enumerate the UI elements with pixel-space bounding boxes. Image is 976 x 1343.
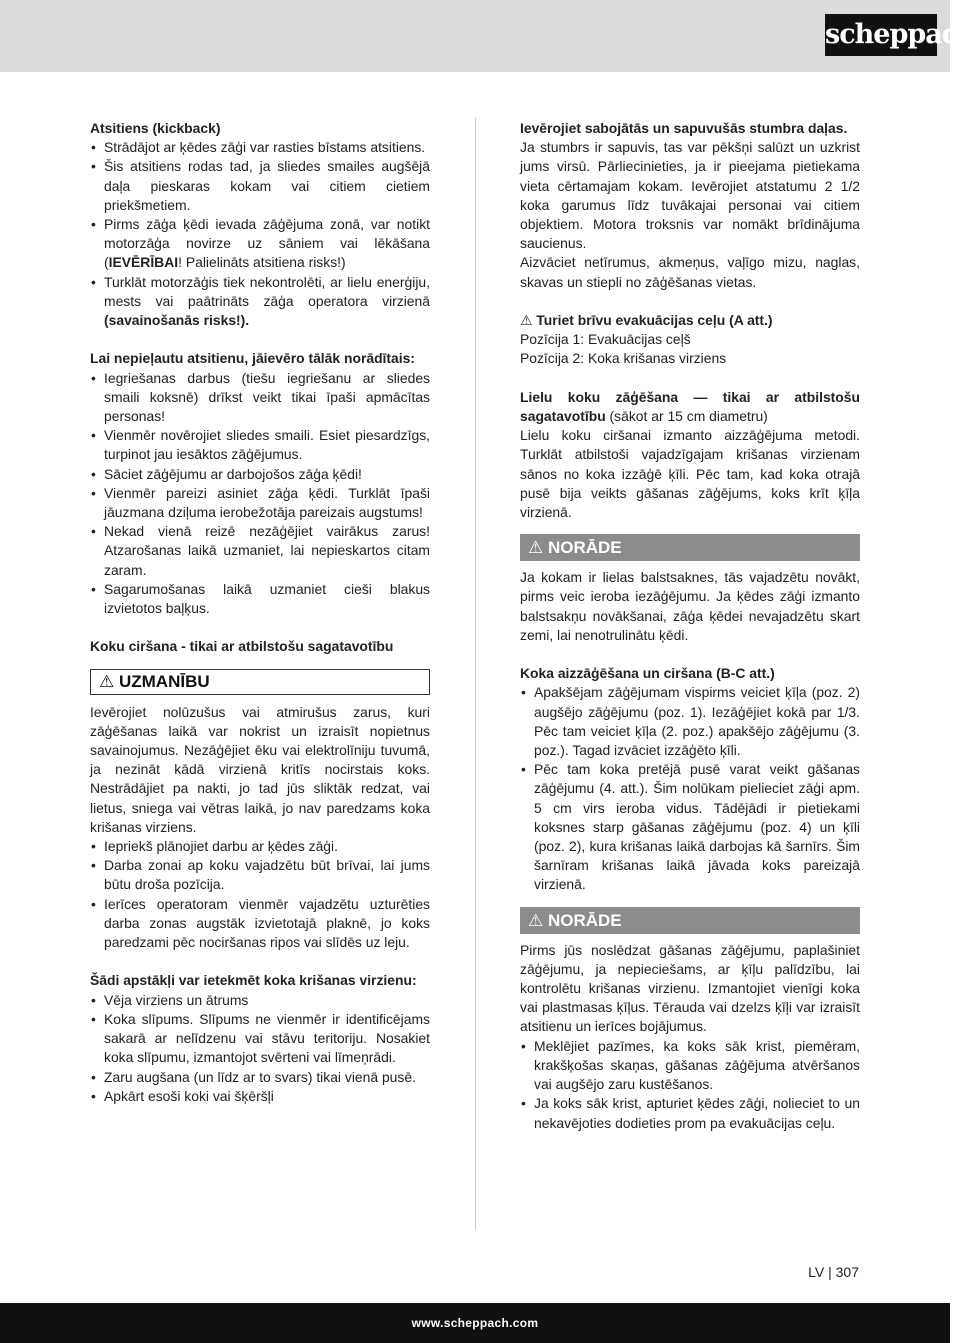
header-bar <box>0 0 976 72</box>
right-column <box>520 119 860 1133</box>
left-column <box>90 119 430 1106</box>
list-item: • Darba zonai ap koku vajadzētu būt brīvai, lai jums būtu droša pozīcija. <box>90 856 430 894</box>
cut-list <box>520 683 860 894</box>
caution-text: Ievērojiet nolūzušus vai atmirušus zarus, kuri zāģēšanas laikā var nokrist un izraisīt nopietnus savainojumus. Nezāģējiet ēku vai elektrolīniju tuvumā, ja nezināt kādā virzienā kritīs nocirstais koks. Nestrādājiet pa nakti, jo tad jūs sliktāk redzat, vai lietus, sniega vai vētras laikā, jo nav paredzams koka krišanas virziens. <box>90 703 430 835</box>
list-item: • Vienmēr pareizi asiniet zāģa ķēdi. Turklāt īpaši jāuzmana dziļuma ierobežotāja pareizais augstums! <box>90 484 430 522</box>
escape-heading: ⚠ Turiet brīvu evakuācijas ceļu (A att.) <box>520 312 773 329</box>
note-text: Pirms jūs noslēdzat gāšanas zāģējumu, paplašiniet zāģējumu, ja nepieciešams, ar ķīļu palīdzību, lai kontrolētu krišanas virzienu. Izmantojiet vienīgi koka vai plastmasas ķīļus. Tērauda vai dzelzs ķīļi var izraisīt atsitienu un ierīces bojājumus. <box>520 941 860 1035</box>
column-divider <box>475 118 476 1230</box>
escape-position-1: Pozīcija 1: Evakuācijas ceļš <box>520 331 691 348</box>
list-item: • Šis atsitiens rodas tad, ja sliedes smailes augšējā daļa pieskaras kokam vai citiem cietiem priekšmetiem. <box>90 157 430 215</box>
list-item: • Nekad vienā reizē nezāģējiet vairākus zarus! Atzarošanas laikā uzmaniet, lai nepieskartos citam zaram. <box>90 522 430 580</box>
note-text: Ja kokam ir lielas balstsaknes, tās vajadzētu novākt, pirms veic ieroba iezāģējumu. Ja ķēdes zāģi izmanto balstsakņu novākšanai, zāģa ķēdei nevajadzētu skart zemi, lai nenotrulinātu ķēdi. <box>520 569 860 643</box>
list-item: • Sāciet zāģējumu ar darbojošos zāģa ķēdi! <box>90 465 430 484</box>
list-item: • Pirms zāģa ķēdi ievada zāģējuma zonā, var notikt motorzāģa novirze uz sāniem vai lēkāšana (IEVĒRĪBAI! Palielināts atsitiena risks!) <box>90 215 430 273</box>
footer-bar <box>0 1303 950 1343</box>
prevent-list <box>90 369 430 619</box>
big-trees-text: Lielu koku ciršanai izmanto aizzāģējuma metodi. Turklāt atbilstoši vajadzīgajam krišanas virzienam sānos no koka izzāģē ķīli. Pēc tam, kad koka otrajā pusē bija veikts gāšanas zāģējums, koks krīt ķīļa virzienā. <box>520 427 860 521</box>
kickback-heading: Atsitiens (kickback) <box>90 120 221 136</box>
scheppach-logo: scheppach <box>825 14 937 56</box>
list-item: • Sagarumošanas laikā uzmaniet cieši blakus izvietotos baļķus. <box>90 580 430 618</box>
caution-box: ⚠ UZMANĪBU <box>90 669 430 695</box>
cut-heading: Koka aizzāģēšana un ciršana (B-C att.) <box>520 665 775 682</box>
list-item: • Apakšējam zāģējumam vispirms veiciet ķīļa (poz. 2) augšējo zāģējumu (poz. 1). Iezāģējiet kokā par 1/3. Pēc tam veiciet ķīļa (2. poz.) apakšējo zāģējumu (3. poz.). Tagad izvāciet izzāģēto ķīli. <box>520 683 860 760</box>
rotten-text: Ja stumbrs ir sapuvis, tas var pēkšņi salūzt un uzkrist jums virsū. Pārliecinieties, ja ir pieejama pietiekama vieta cērtamajam kokam. Ievērojiet atstatumu 2 1/2 koka garumus līdz tuvākajai personai vai citiem objektiem. Motora troksnis var nomākt brīdinājuma saucienus. <box>520 139 860 252</box>
big-trees-heading: Lielu koku zāģēšana — tikai ar atbilstošu sagatavotību (sākot ar 15 cm diametru) <box>520 388 860 425</box>
list-item: • Koka slīpums. Slīpums ne vienmēr ir identificējams sakarā ar nelīdzenu vai stāvu teritoriju. Nosakiet koka slīpumu, izmantojot svērteni vai līmeņrādi. <box>90 1010 430 1068</box>
prevent-heading: Lai nepieļautu atsitienu, jāievēro tālāk norādītais: <box>90 350 415 367</box>
page-number: LV | 307 <box>808 1264 859 1280</box>
list-item: • Vēja virziens un ātrums <box>90 991 430 1010</box>
caution-list <box>90 837 430 952</box>
list-item: • Ierīces operatoram vienmēr vajadzētu uzturēties darba zonas augstāk izvietotajā plaknē, jo koks paredzami pēc nociršanas ripos vai slīdēs uz leju. <box>90 895 430 953</box>
kickback-list <box>90 138 430 330</box>
footer-url: www.scheppach.com <box>411 1316 539 1330</box>
list-item: • Zaru augšana (un līdz ar to svars) tikai vienā pusē. <box>90 1068 430 1087</box>
list-item: • Apkārt esoši koki vai šķēršļi <box>90 1087 430 1106</box>
rotten-heading: Ievērojiet sabojātās un sapuvušās stumbra daļas. <box>520 120 848 136</box>
rotten-text-2: Aizvāciet netīrumus, akmeņus, vaļīgo mizu, naglas, skavas un stiepli no zāģēšanas vietas. <box>520 254 860 290</box>
list-item: • Strādājot ar ķēdes zāģi var rasties bīstams atsitiens. <box>90 138 430 157</box>
note-bar: ⚠ NORĀDE <box>520 534 860 561</box>
list-item: • Pēc tam koka pretējā pusē varat veikt gāšanas zāģējumu (4. att.). Šim nolūkam pielieciet zāģi apm. 5 cm virs ieroba vidus. Tādējādi ir pietiekami koksnes starp gāšanas zāģējumu (poz. 4) un ķīli (poz. 2), kura krišanas laikā darbojas kā šarnīrs. Šim šarnīram krišanas laikā jāvada koks pareizajā virzienā. <box>520 760 860 894</box>
list-item: • Iegriešanas darbus (tiešu iegriešanu ar sliedes smaili koksnē) drīkst veikt tikai īpaši apmācītas personas! <box>90 369 430 427</box>
list-item: • Vienmēr novērojiet sliedes smaili. Esiet piesardzīgs, turpinot jau iesāktos zāģējumus. <box>90 426 430 464</box>
list-item: • Ja koks sāk krist, apturiet ķēdes zāģi, nolieciet to un nekavējoties dodieties prom pa evakuācijas ceļu. <box>520 1094 860 1132</box>
final-list <box>520 1037 860 1133</box>
list-item: • Iepriekš plānojiet darbu ar ķēdes zāģi. <box>90 837 430 856</box>
list-item: • Turklāt motorzāģis tiek nekontrolēti, ar lielu enerģiju, mests vai paātrināts zāģa operatora virzienā (savainošanās risks!). <box>90 273 430 331</box>
felling-heading: Koku ciršana - tikai ar atbilstošu sagatavotību <box>90 638 394 655</box>
list-item: • Meklējiet pazīmes, ka koks sāk krist, piemēram, krakšķošas skaņas, gāšanas zāģējuma atvēršanos vai augšējo zaru kustēšanos. <box>520 1037 860 1095</box>
factors-list <box>90 991 430 1106</box>
escape-position-2: Pozīcija 2: Koka krišanas virziens <box>520 350 727 367</box>
note-bar: ⚠ NORĀDE <box>520 907 860 934</box>
factors-heading: Šādi apstākļi var ietekmēt koka krišanas virzienu: <box>90 972 417 989</box>
